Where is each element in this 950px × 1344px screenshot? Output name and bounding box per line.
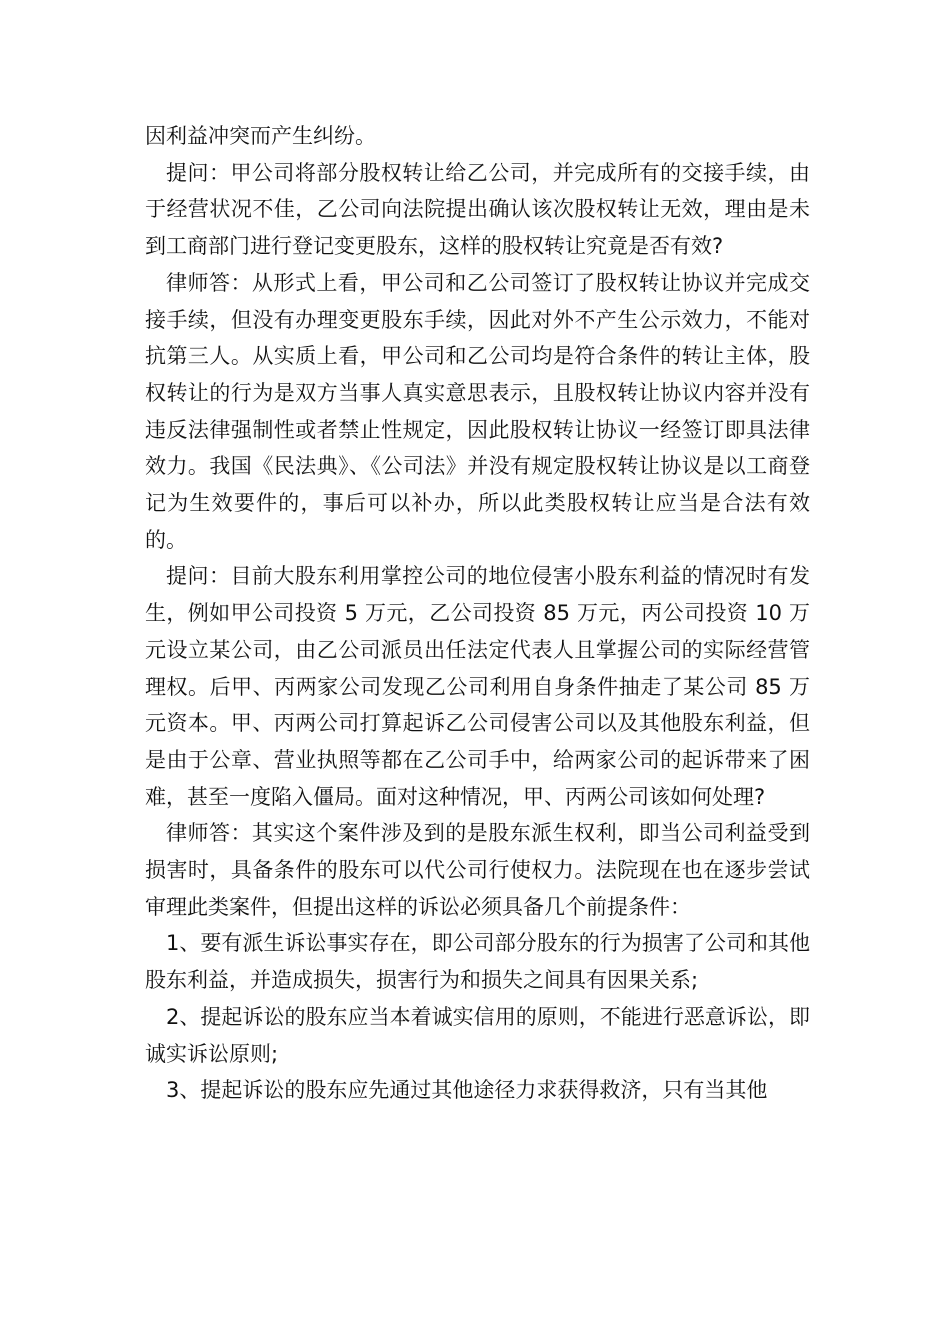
paragraph-continuation: 因利益冲突而产生纠纷。 <box>145 124 376 148</box>
document-body <box>145 118 810 1109</box>
paragraph-answer-1: 律师答：从形式上看，甲公司和乙公司签订了股权转让协议并完成交接手续，但没有办理变更股东手续，因此对外不产生公示效力，不能对抗第三人。从实质上看，甲公司和乙公司均是符合条件的转让主体，股权转让的行为是双方当事人真实意思表示，且股权转让协议内容并没有违反法律强制性或者禁止性规定，因此股权转让协议一经签订即具法律效力。我国《民法典》、《公司法》并没有规定股权转让协议是以工商登记为生效要件的，事后可以补办，所以此类股权转让应当是合法有效的。 <box>145 270 810 552</box>
paragraph-condition-2: 2、提起诉讼的股东应当本着诚实信用的原则，不能进行恶意诉讼，即诚实诉讼原则; <box>145 1004 810 1066</box>
paragraph-question-1: 提问：甲公司将部分股权转让给乙公司，并完成所有的交接手续，由于经营状况不佳，乙公司向法院提出确认该次股权转让无效，理由是未到工商部门进行登记变更股东，这样的股权转让究竟是否有效? <box>145 160 810 259</box>
paragraph-question-2: 提问：目前大股东利用掌控公司的地位侵害小股东利益的情况时有发生，例如甲公司投资 5 万元，乙公司投资 85 万元，丙公司投资 10 万元设立某公司，由乙公司派员出任法定代表人且掌握公司的实际经营管理权。后甲、丙两家公司发现乙公司利用自身条件抽走了某公司 85 万元资本。甲、丙两公司打算起诉乙公司侵害公司以及其他股东利益，但是由于公章、营业执照等都在乙公司手中，给两家公司的起诉带来了困难，甚至一度陷入僵局。面对这种情况，甲、丙两公司该如何处理? <box>145 564 810 809</box>
paragraph-answer-2: 律师答：其实这个案件涉及到的是股东派生权利，即当公司利益受到损害时，具备条件的股东可以代公司行使权力。法院现在也在逐步尝试审理此类案件，但提出这样的诉讼必须具备几个前提条件： <box>145 821 810 919</box>
paragraph-condition-1: 1、要有派生诉讼事实存在，即公司部分股东的行为损害了公司和其他股东利益，并造成损失，损害行为和损失之间具有因果关系; <box>145 931 810 993</box>
paragraph-condition-3: 3、提起诉讼的股东应先通过其他途径力求获得救济，只有当其他 <box>166 1078 768 1103</box>
